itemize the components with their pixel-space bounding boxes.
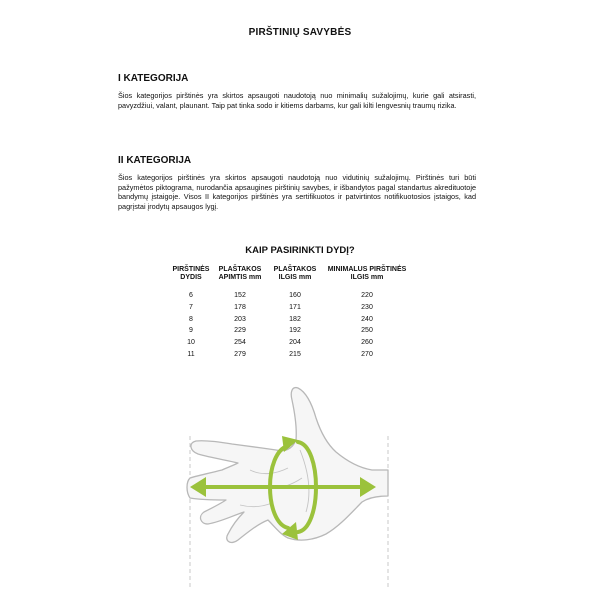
table-row: 6 152 160 220: [189, 292, 373, 299]
text-line: lengvesnių traumų rizika.: [375, 100, 457, 110]
text-line: Šios kategorijos pirštinės yra skirtos apsaugoti naudotoją nuo minimalių sužalojimų, kurie gali: [118, 91, 445, 100]
text-line: patvirtintos notifikuotosios įstaigos, kad pagrįstai įrodytų apsaugos lygį.: [118, 192, 476, 211]
table-row: 10 254 204 260: [187, 339, 373, 347]
header-glove-size: PIRŠTINĖS DYDIS: [172, 266, 210, 281]
table-row: 11 279 215 270: [187, 350, 373, 358]
text-line: atsirasti, pavyzdžiui, valant, plaunant. Taip pat tinka sodo ir kitiems darbams, kur gali kilti: [118, 91, 476, 110]
header-hand-circumference: PLAŠTAKOS APIMTIS mm: [218, 266, 262, 281]
table-row: 7 178 171 230: [189, 303, 373, 311]
text-line: Šios kategorijos pirštinės yra skirtos apsaugoti naudotoją nuo vidutinių sužalojimų. Pirštinės turi: [118, 173, 460, 182]
text-line: standartus akredituotoje bandymų įstaigoje. Visos II kategorijos pirštinės yra sertifikuotos ir: [118, 182, 476, 202]
header-hand-length: PLAŠTAKOS ILGIS mm: [273, 266, 317, 281]
table-row: 9 229 192 250: [189, 327, 373, 335]
header-min-glove-length: MINIMALUS PIRŠTINĖS ILGIS mm: [327, 266, 407, 281]
section-heading-category-2: II KATEGORIJA: [118, 155, 192, 166]
page-title: PIRŠTINIŲ SAVYBĖS: [248, 27, 352, 38]
section-heading-category-1: I KATEGORIJA: [118, 73, 189, 84]
size-guide-title: KAIP PASIRINKTI DYDĮ?: [245, 245, 355, 256]
table-row: 8 203 182 240: [189, 315, 373, 323]
text-line: būti pažymėtos piktograma, nurodančia apsaugines pirštinių savybes, ir išbandytos pagal: [118, 173, 476, 192]
hand-icon: [187, 388, 388, 543]
